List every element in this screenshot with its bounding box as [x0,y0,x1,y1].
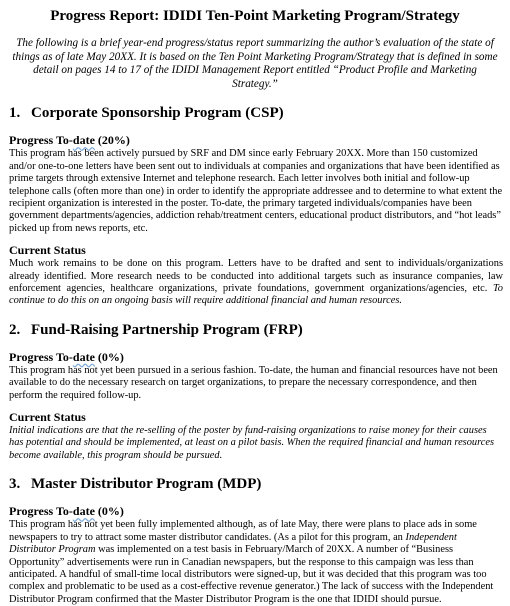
progress-text-a: This program has not yet been fully implemented although, as of late May, there were plans to place ads in some newspapers to try to attract some master distributor candidates. (As a pilot for this program, an [9,519,477,543]
progress-percent: (0%) [94,349,124,364]
spellcheck-word: date [72,504,95,519]
progress-text-italic: Independent Distributor Program [9,531,457,556]
progress-label: Progress To- [9,133,73,148]
progress-heading [9,133,503,147]
section-heading [9,321,503,339]
section-heading [9,475,503,493]
progress-text: This program has been actively pursued by SRF and DM since early February 20XX. More than 150 customized and/or one-to-one letters have been sent out to individuals at companies and organizations that have been identified as prime targets through extensive Internet and telephone research. Each letter involves both initial and follow-up telephone calls (often more than one) in order to identify the appropriate addressee and to determine to what extent the recipient organization is interested in the poster. To-date, the primary targeted individuals/companies have been government departments/agencies, addiction rehab/treatment centers, educational product distributors, and “hot leads” picked up from news reports, etc. [9,148,503,234]
status-text: Initial indications are that the re-selling of the poster by fund-raising organizations to raise money for their causes has potential and should be implemented, at least on a pilot basis. When the required financial and human resources become available, this program should be pursued. [9,425,495,461]
section-frp [7,321,503,462]
section-csp [7,104,503,307]
section-mdp [7,475,503,606]
section-number: 1. [9,105,21,122]
progress-percent: (20%) [94,133,130,148]
section-title: Master Distributor Program (MDP) [31,476,262,493]
document-title: Progress Report: IDIDI Ten-Point Marketing Program/Strategy [50,8,460,24]
section-title: Corporate Sponsorship Program (CSP) [31,105,284,122]
progress-heading [9,350,503,364]
progress-label: Progress To- [9,349,73,364]
status-text [9,258,503,308]
progress-text-b: was implemented on a test basis in February/March of 20XX. A number of “Business Opportunity” advertisements were run in Canadian newspapers, but the response to this campaign was less than anticipated. A handful of small-time local distributors were signed-up, but it was decided that this program was too complex and problematic to be used as a cost-effective revenue generator.) The lack of success with the Independent Distributor Program confirmed that the Master Distributor Program is the one that IDIDI should pursue. [9,544,494,605]
progress-percent: (0%) [94,504,124,519]
status-heading: Current Status [9,410,86,425]
status-heading: Current Status [9,243,86,258]
section-heading [9,104,503,122]
intro-paragraph: The following is a brief year-end progress/status report summarizing the author’s evaluation of the state of things as of late May 20XX. It is based on the Ten Point Marketing Program/Strategy that is defined in some detail on pages 14 to 17 of the IDIDI Management Report entitled “Product Profile and Marketing Strategy.” [12,37,498,90]
progress-text: This program has not yet been pursued in a serious fashion. To-date, the human and financial resources have not been available to do the necessary research on target organizations, to prepare the necessary correspondence, and then perform the required follow-up. [9,364,498,401]
status-text-italic: To continue to do this on an ongoing basis will require additional financial and human resources. [9,283,503,307]
spellcheck-word: date [72,133,95,148]
status-text-main: Much work remains to be done on this program. Letters have to be drafted and sent to individuals/organizations already identified. More research needs to be conducted into additional targets such as insurance companies, law enforcement agencies, healthcare organizations, private foundations, government organizations/agencies, etc. [9,258,503,295]
spellcheck-word: date [72,349,95,364]
progress-label: Progress To- [9,504,73,519]
section-number: 3. [9,476,21,493]
progress-text [9,519,503,606]
section-title: Fund-Raising Partnership Program (FRP) [31,321,303,338]
progress-heading [9,504,503,518]
section-number: 2. [9,321,21,338]
